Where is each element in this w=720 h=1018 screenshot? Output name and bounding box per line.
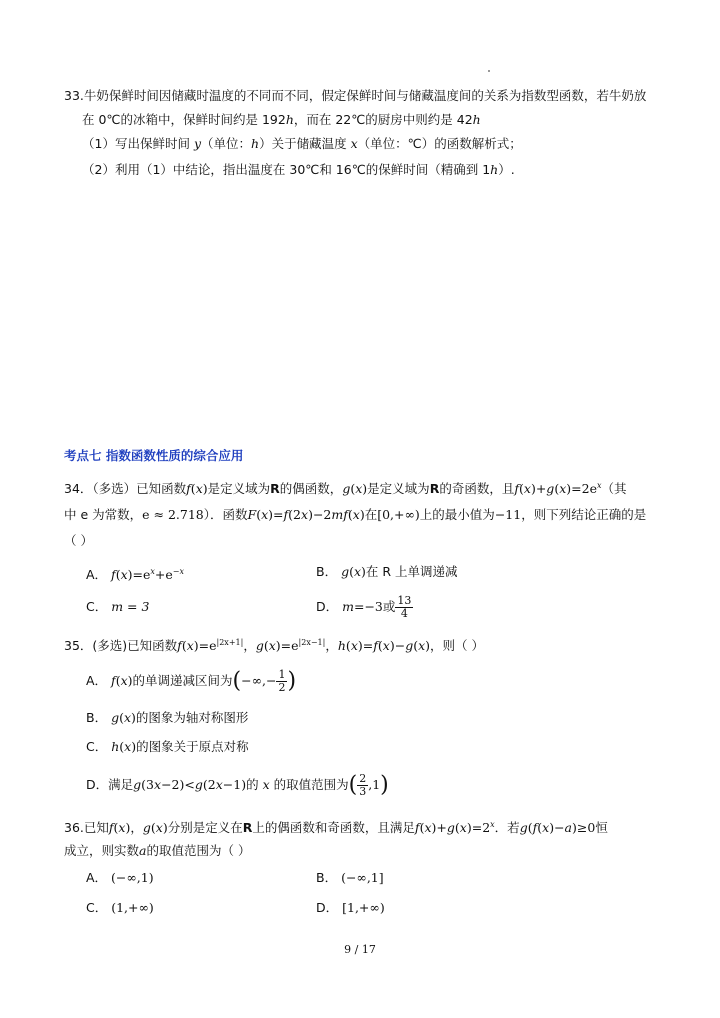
q33-line2: 在 0℃的冰箱中，保鲜时间约是 192h，而在 22℃的厨房中则约是 42h — [82, 112, 481, 127]
q34-option-c[interactable]: C． m = 3 — [86, 599, 150, 614]
q36-option-b[interactable]: B． (−∞,1] — [316, 870, 384, 885]
stray-dot — [488, 70, 490, 72]
q34-stem-line2: 中 e 为常数，e ≈ 2.718）．函数F(x)=f(2x)−2mf(x)在[0,+∞)上的最小值为−11，则下列结论正确的是 — [64, 507, 647, 522]
q35-option-c[interactable]: C． h(x)的图象关于原点对称 — [86, 739, 249, 754]
q36-option-d[interactable]: D． [1,+∞) — [316, 900, 385, 915]
q35-option-a[interactable]: A． f(x)的单调递减区间为(−∞,− $\frac{1}{2}$ ) — [86, 668, 297, 694]
section-heading: 考点七 指数函数性质的综合应用 — [64, 448, 244, 463]
q34-option-d[interactable]: D． m=−3或 $\frac{13}{4}$ — [316, 594, 412, 620]
q34-answer-paren: （ ） — [64, 533, 93, 548]
page-number: 9 / 17 — [344, 943, 376, 956]
q36-stem-line1: 36.已知f(x)，g(x)分别是定义在R上的偶函数和奇函数，且满足$f(x)+g(x)=2^x$．若g(f(x)−a)≥0恒 — [64, 820, 608, 836]
q33-line1: 33.牛奶保鲜时间因储藏时温度的不同而不同，假定保鲜时间与储藏温度间的关系为指数型函数，若牛奶放 — [64, 88, 647, 103]
q36-option-c[interactable]: C． (1,+∞) — [86, 900, 154, 915]
q35-option-b[interactable]: B． g(x)的图象为轴对称图形 — [86, 710, 249, 725]
q33-line3: （1）写出保鲜时间 y（单位：h）关于储藏温度 x（单位：℃）的函数解析式； — [82, 136, 522, 151]
q33-line4: （2）利用（1）中结论，指出温度在 30℃和 16℃的保鲜时间（精确到 1h）. — [82, 162, 515, 177]
q35-stem: 35．(多选)已知函数$f(x)=e^{|2x+1|}$，$g(x)=e^{|2x-1|}$，h(x)=f(x)−g(x)，则（ ） — [64, 638, 485, 654]
q36-stem-line2: 成立，则实数a的取值范围为（ ） — [64, 843, 251, 858]
q35-option-d[interactable]: D．满足g(3x−2)<g(2x−1)的 x 的取值范围为( $\frac{2}{3}$ ,1) — [86, 772, 389, 798]
q34-stem-line1: 34．（多选）已知函数f(x)是定义域为R的偶函数，g(x)是定义域为R的奇函数，且$f(x)+g(x)=2e^x$（其 — [64, 481, 627, 497]
q34-option-b[interactable]: B． g(x)在 R 上单调递减 — [316, 564, 458, 579]
q34-option-a[interactable]: A． $f(x)=e^x+e^{-x}$ — [86, 567, 184, 583]
q36-option-a[interactable]: A． (−∞,1) — [86, 870, 154, 885]
